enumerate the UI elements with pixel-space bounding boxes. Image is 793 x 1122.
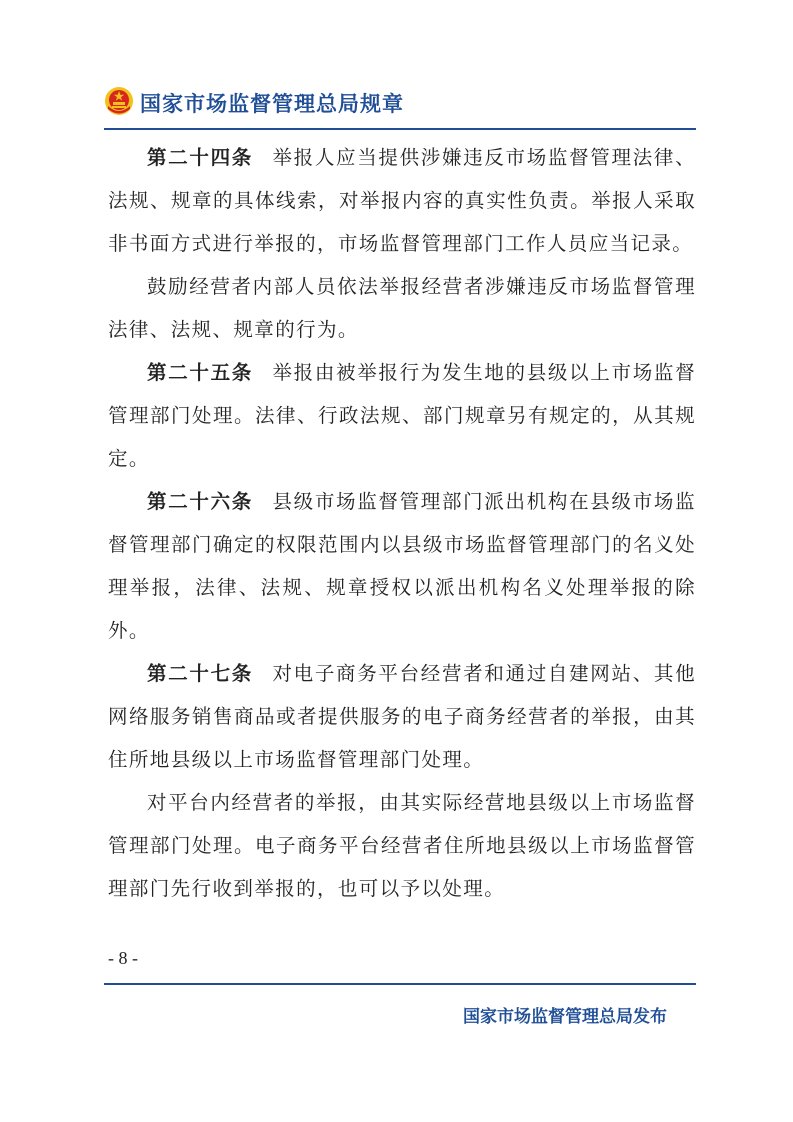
article-number: 第二十七条 bbox=[147, 662, 253, 685]
article-text: 举报人应当提供涉嫌违反市场监督管理法律、法规、规章的具体线索，对举报内容的真实性负责。举报人采取非书面方式进行举报的，市场监督管理部门工作人员应当记录。 bbox=[108, 146, 696, 255]
article-number: 第二十四条 bbox=[147, 146, 253, 169]
article-number: 第二十五条 bbox=[147, 361, 253, 384]
article-24-continuation: 鼓励经营者内部人员依法举报经营者涉嫌违反市场监督管理法律、法规、规章的行为。 bbox=[108, 275, 696, 341]
article-27-continuation: 对平台内经营者的举报，由其实际经营地县级以上市场监督管理部门处理。电子商务平台经营者住所地县级以上市场监督管理部门先行收到举报的，也可以予以处理。 bbox=[108, 791, 696, 900]
article-text: 县级市场监督管理部门派出机构在县级市场监督管理部门确定的权限范围内以县级市场监督管理部门的名义处理举报，法律、法规、规章授权以派出机构名义处理举报的除外。 bbox=[108, 490, 696, 642]
article-text: 举报由被举报行为发生地的县级以上市场监督管理部门处理。法律、行政法规、部门规章另有规定的，从其规定。 bbox=[108, 361, 696, 470]
document-body bbox=[108, 136, 696, 910]
article-24 bbox=[108, 136, 696, 265]
article-number: 第二十六条 bbox=[147, 490, 253, 513]
article-text: 对电子商务平台经营者和通过自建网站、其他网络服务销售商品或者提供服务的电子商务经营者的举报，由其住所地县级以上市场监督管理部门处理。 bbox=[108, 662, 696, 771]
article-27 bbox=[108, 652, 696, 781]
national-emblem-icon bbox=[104, 86, 134, 116]
page-number: - 8 - bbox=[108, 948, 138, 968]
footer-publisher: 国家市场监督管理总局发布 bbox=[463, 1007, 667, 1027]
article-25 bbox=[108, 351, 696, 480]
header-divider bbox=[104, 128, 696, 130]
footer-divider bbox=[104, 983, 696, 985]
page-header bbox=[104, 86, 696, 126]
article-26 bbox=[108, 480, 696, 652]
header-title: 国家市场监督管理总局规章 bbox=[140, 92, 404, 116]
